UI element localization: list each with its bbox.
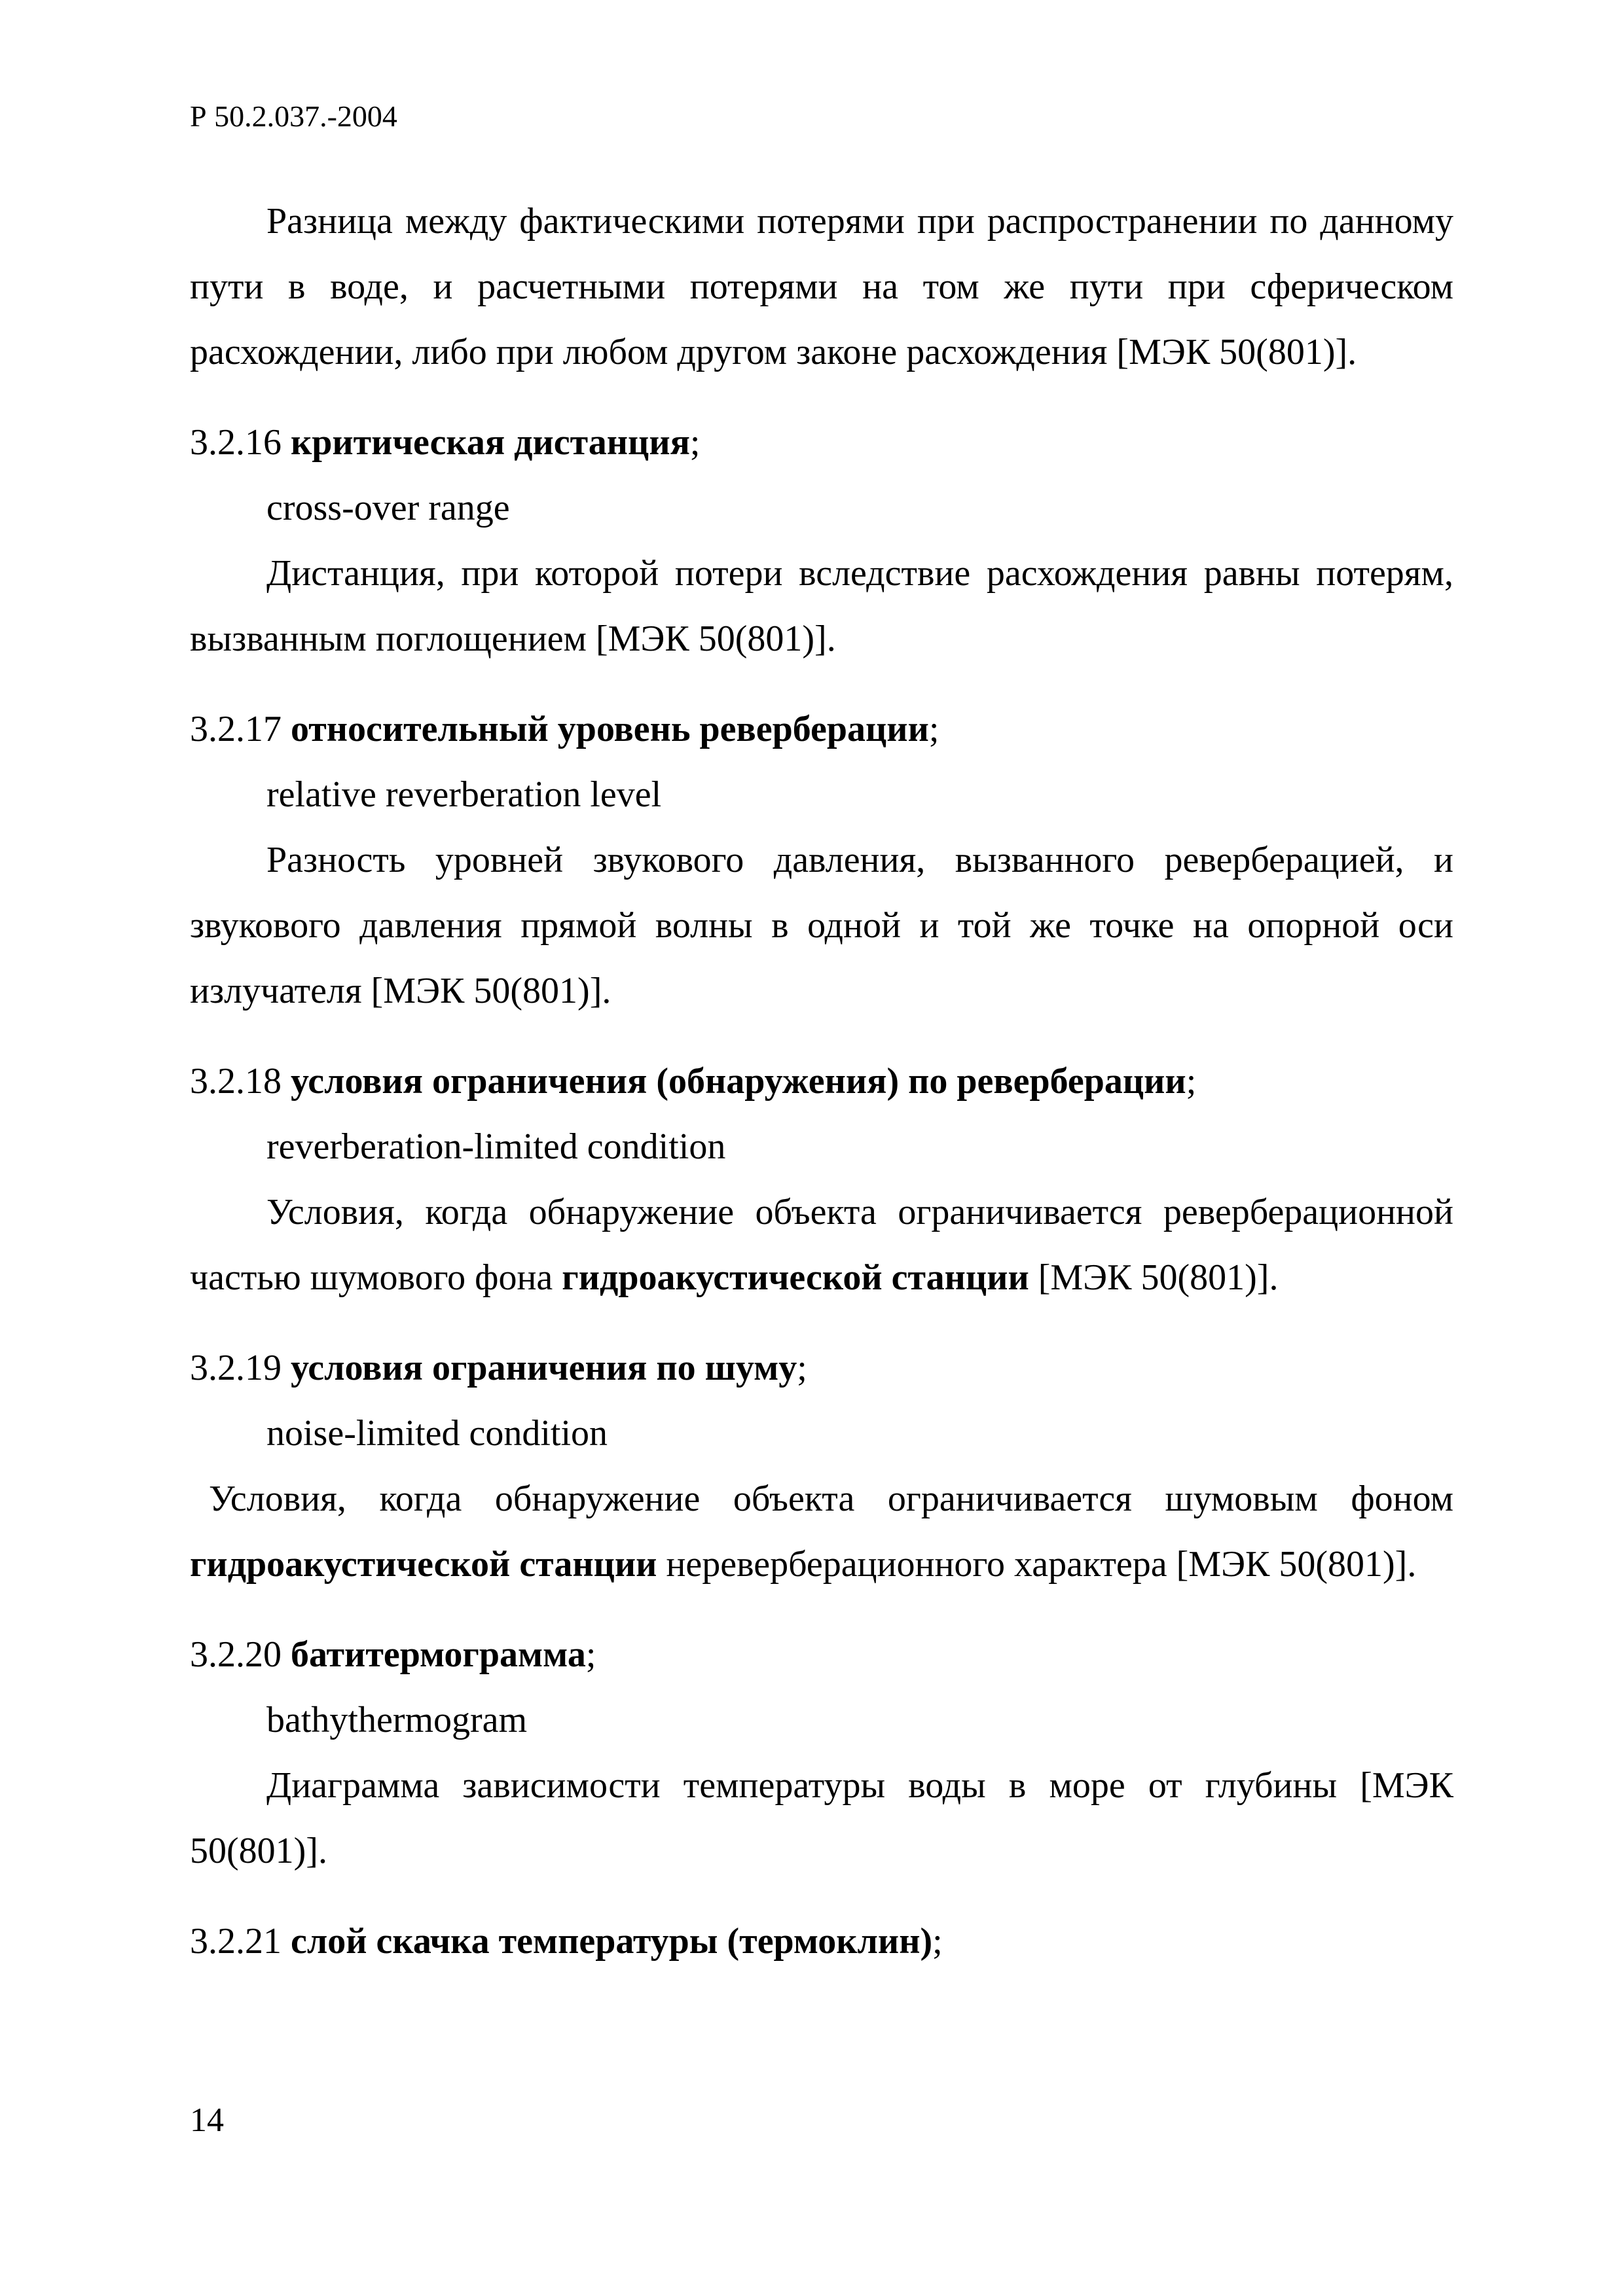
term-title: условия ограничения (обнаружения) по реверберации: [291, 1061, 1186, 1102]
term-english: noise-limited condition: [266, 1413, 608, 1454]
term-terminator: ;: [932, 1921, 943, 1962]
term-heading: [190, 696, 1453, 762]
term-definition: Диаграмма зависимости температуры воды в море от глубины [МЭК 50(801)].: [190, 1765, 1453, 1871]
section-3-2-20: [190, 1622, 1453, 1884]
term-number: 3.2.20: [190, 1634, 282, 1675]
term-english: cross-over range: [266, 488, 510, 528]
term-terminator: ;: [1186, 1061, 1197, 1102]
term-title: критическая дистанция: [291, 422, 690, 463]
term-title: батитермограмма: [291, 1634, 586, 1675]
section-3-2-17: [190, 696, 1453, 1024]
bold-reference: гидроакустической станции: [562, 1257, 1029, 1298]
intro-paragraph: Разница между фактическими потерями при распространении по данному пути в воде, и расчетными потерями на том же пути при сферическом расхождении, либо при любом другом законе расхождения [МЭК 50(801)].: [190, 201, 1453, 372]
term-number: 3.2.19: [190, 1348, 282, 1388]
term-heading: [190, 410, 1453, 475]
page-content: [190, 188, 1453, 1974]
term-english: relative reverberation level: [266, 774, 662, 815]
term-definition: Условия, когда обнаружение объекта ограничивается шумовым фоном гидроакустической станции нереверберационного характера [МЭК 50(801)].: [190, 1479, 1453, 1585]
term-title: слой скачка температуры (термоклин): [291, 1921, 933, 1962]
document-id-header: Р 50.2.037.-2004: [190, 99, 397, 133]
term-definition: Разность уровней звукового давления, вызванного реверберацией, и звукового давления прямой волны в одной и той же точке на опорной оси излучателя [МЭК 50(801)].: [190, 840, 1453, 1011]
page-number: 14: [190, 2102, 224, 2139]
term-heading: [190, 1049, 1453, 1114]
term-definition: Условия, когда обнаружение объекта ограничивается реверберационной частью шумового фона гидроакустической станции [МЭК 50(801)].: [190, 1192, 1453, 1298]
term-terminator: ;: [797, 1348, 807, 1388]
term-heading: [190, 1622, 1453, 1687]
term-definition: Дистанция, при которой потери вследствие расхождения равны потерям, вызванным поглощением [МЭК 50(801)].: [190, 553, 1453, 659]
term-terminator: ;: [585, 1634, 596, 1675]
term-title: относительный уровень реверберации: [291, 709, 929, 749]
section-3-2-21: [190, 1909, 1453, 1974]
term-terminator: ;: [689, 422, 701, 463]
bold-reference: гидроакустической станции: [190, 1544, 657, 1585]
term-heading: [190, 1335, 1453, 1401]
term-number: 3.2.17: [190, 709, 282, 749]
term-number: 3.2.21: [190, 1921, 282, 1962]
term-terminator: ;: [928, 709, 939, 749]
section-3-2-16: [190, 410, 1453, 672]
section-3-2-19: [190, 1335, 1453, 1597]
term-number: 3.2.18: [190, 1061, 282, 1102]
section-3-2-18: [190, 1049, 1453, 1310]
term-english: bathythermogram: [266, 1700, 528, 1740]
term-english: reverberation-limited condition: [266, 1126, 726, 1167]
term-number: 3.2.16: [190, 422, 282, 463]
term-heading: [190, 1909, 1453, 1974]
term-title: условия ограничения по шуму: [291, 1348, 797, 1388]
